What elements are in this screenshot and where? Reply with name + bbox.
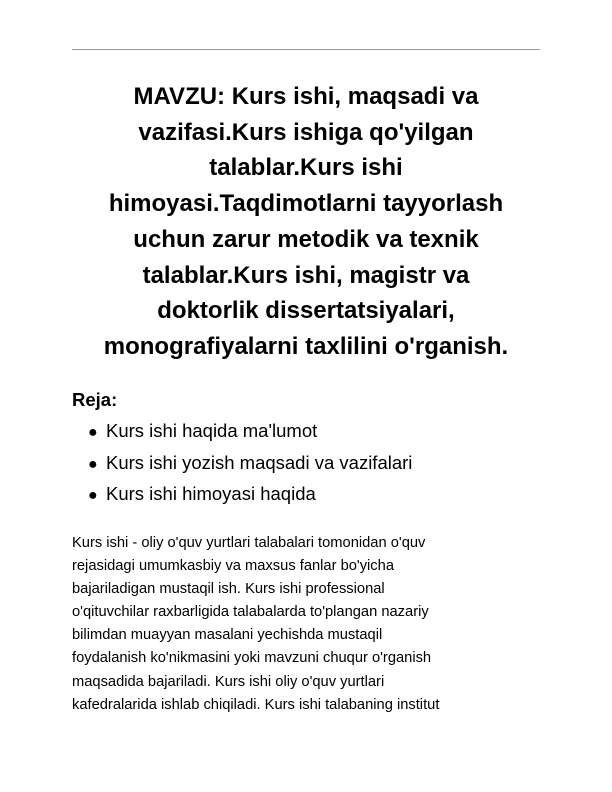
plan-list-item: [88, 416, 412, 448]
plan-heading: Reja:: [72, 389, 118, 410]
title-line: vazifasi.Kurs ishiga qo'yilgan: [138, 118, 474, 146]
title-line: talablar.Kurs ishi, magistr va: [142, 261, 470, 289]
body-line: kafedralarida ishlab chiqiladi. Kurs ishi talabaning institut: [72, 696, 440, 713]
body-line: bilimdan muayyan masalani yechishda mustaqil: [72, 627, 383, 644]
body-line: maqsadida bajariladi. Kurs ishi oliy o'quv yurtlari: [72, 673, 385, 690]
title-line: MAVZU: Kurs ishi, maqsadi va: [133, 83, 479, 110]
header-rule: [72, 49, 540, 50]
bullet-icon: ●: [88, 424, 98, 441]
body-line: Kurs ishi - oliy o'quv yurtlari talabalari tomonidan o'quv: [72, 535, 426, 551]
bullet-icon: ●: [88, 487, 98, 504]
bullet-icon: ●: [88, 455, 98, 473]
title-line: monografiyalarni taxlilini o'rganish.: [103, 332, 509, 360]
body-line: rejasidagi umumkasbiy va maxsus fanlar bo'yicha: [72, 558, 394, 575]
plan-list-item: [88, 479, 412, 511]
title-line: talablar.Kurs ishi: [209, 154, 403, 182]
title-line: himoyasi.Taqdimotlarni tayyorlash: [108, 190, 504, 218]
plan-item-text: Kurs ishi haqida ma'lumot: [106, 420, 318, 441]
plan-item-text: Kurs ishi himoyasi haqida: [106, 483, 316, 504]
title-line: uchun zarur metodik va texnik: [133, 225, 479, 253]
body-paragraph: [72, 532, 540, 717]
body-line: o'qituvchilar raxbarligida talabalarda to'plangan nazariy: [72, 604, 429, 621]
title-line: doktorlik dissertatsiyalari,: [157, 297, 455, 325]
plan-list: [88, 416, 412, 511]
plan-item-text: Kurs ishi yozish maqsadi va vazifalari: [106, 451, 413, 473]
document-title: [72, 79, 540, 365]
body-line: foydalanish ko'nikmasini yoki mavzuni chuqur o'rganish: [72, 650, 432, 667]
plan-list-item: [88, 448, 412, 480]
body-line: bajariladigan mustaqil ish. Kurs ishi professional: [72, 581, 385, 598]
